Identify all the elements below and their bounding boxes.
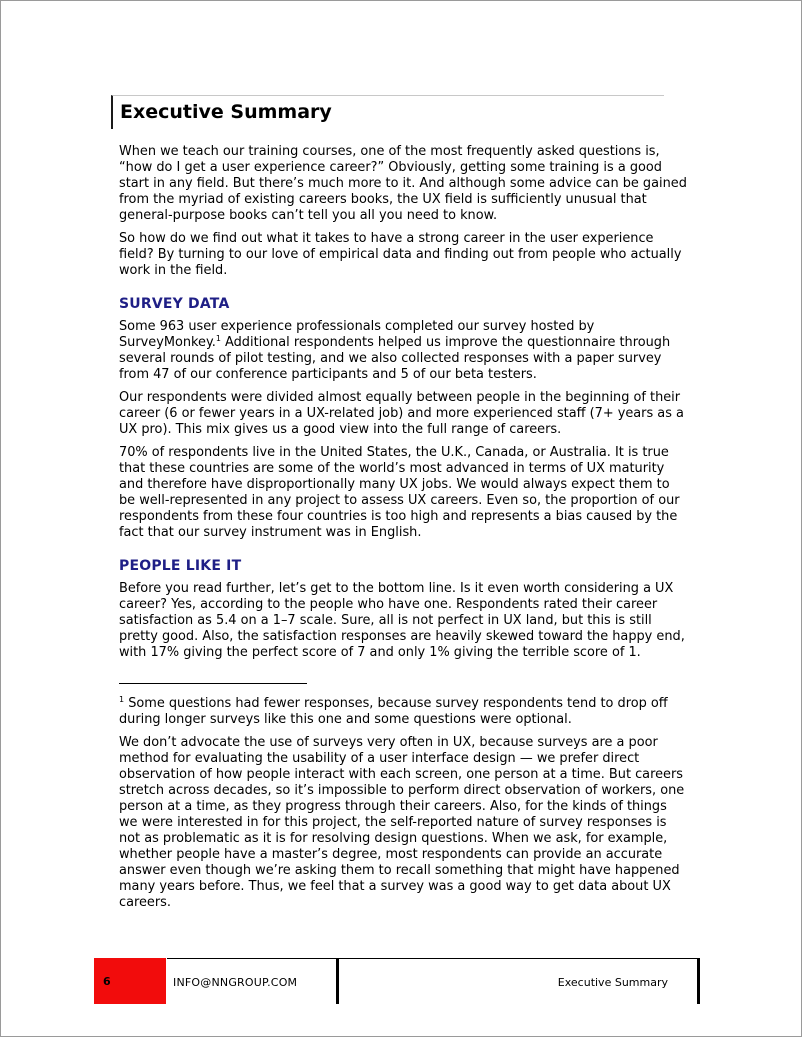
page-number-box <box>94 958 166 1004</box>
main-content <box>119 144 689 918</box>
footnote-area <box>119 696 689 911</box>
page-title: Executive Summary <box>120 101 332 123</box>
footnote-divider <box>119 683 307 684</box>
survey-paragraph-3: 70% of respondents live in the United States, the U.K., Canada, or Australia. It is true that these countries are some of the world’s most advanced in terms of UX maturity and therefore have disproportionally many UX jobs. We would always expect them to be well-represented in any project to assess UX careers. Even so, the proportion of our respondents from these four countries is too high and represents a bias caused by the fact that our survey instrument was in English. <box>119 445 680 540</box>
title-block <box>111 95 664 129</box>
survey-paragraph-1 <box>119 319 689 383</box>
intro-paragraph-2: So how do we find out what it takes to have a strong career in the user experience field? By turning to our love of empirical data and finding out from people who actually work in the field. <box>119 231 682 278</box>
footer-section-title: Executive Summary <box>557 976 668 989</box>
footnote-reference[interactable]: 1 <box>215 334 221 343</box>
page-number: 6 <box>103 975 111 988</box>
page-footer <box>94 958 703 1004</box>
footnote-1-text: Some questions had fewer responses, because survey respondents tend to drop off during longer surveys like this one and some questions were optional. <box>119 696 668 727</box>
survey-paragraph-1-end: Additional respondents helped us improve the questionnaire through several rounds of pilot testing, and we also collected responses with a paper survey from 47 of our conference participants and 5 of our beta testers. <box>119 335 671 382</box>
intro-paragraph-1: When we teach our training courses, one of the most frequently asked questions is, “how do I get a user experience career?” Obviously, getting some training is a good start in any field. But there’s much more to it. And although some advice can be gained from the myriad of existing careers books, the UX field is sufficiently unusual that general-purpose books can’t tell you all you need to know. <box>119 144 687 223</box>
footnote-mark: 1 <box>119 695 125 704</box>
section-heading-people-like-it: PEOPLE LIKE IT <box>119 558 242 574</box>
survey-paragraph-1-start: Some 963 user experience professionals completed our survey hosted by SurveyMonkey. <box>119 319 595 350</box>
survey-paragraph-2: Our respondents were divided almost equally between people in the beginning of their career (6 or fewer years in a UX-related job) and more experienced staff (7+ years as a UX pro). This mix gives us a good view into the full range of careers. <box>119 390 684 437</box>
people-like-it-paragraph: Before you read further, let’s get to the bottom line. Is it even worth considering a UX career? Yes, according to the people who have one. Respondents rated their career satisfaction as 5.4 on a 1–7 scale. Sure, all is not perfect in UX land, but this is still pretty good. Also, the satisfaction responses are heavily skewed toward the happy end, with 17% giving the perfect score of 7 and only 1% giving the terrible score of 1. <box>119 581 685 660</box>
footnote-1-continued: We don’t advocate the use of surveys very often in UX, because surveys are a poor method for evaluating the usability of a user interface design — we prefer direct observation of how people interact with each screen, one person at a time. But careers stretch across decades, so it’s impossible to perform direct observation of workers, one person at a time, as they progress through their careers. Also, for the kinds of things we were interested in for this project, the self-reported nature of survey responses is not as problematic as it is for resolving design questions. When we ask, for example, whether people have a master’s degree, most respondents can provide an accurate answer even though we’re asking them to recall something that might have happened many years before. Thus, we feel that a survey was a good way to get data about UX careers. <box>119 735 685 910</box>
footer-email[interactable]: INFO@NNGROUP.COM <box>173 976 298 989</box>
section-heading-survey-data: SURVEY DATA <box>119 296 230 312</box>
footer-section-box <box>339 958 700 1004</box>
footnote-1 <box>119 696 689 728</box>
footer-email-box <box>167 958 339 1004</box>
